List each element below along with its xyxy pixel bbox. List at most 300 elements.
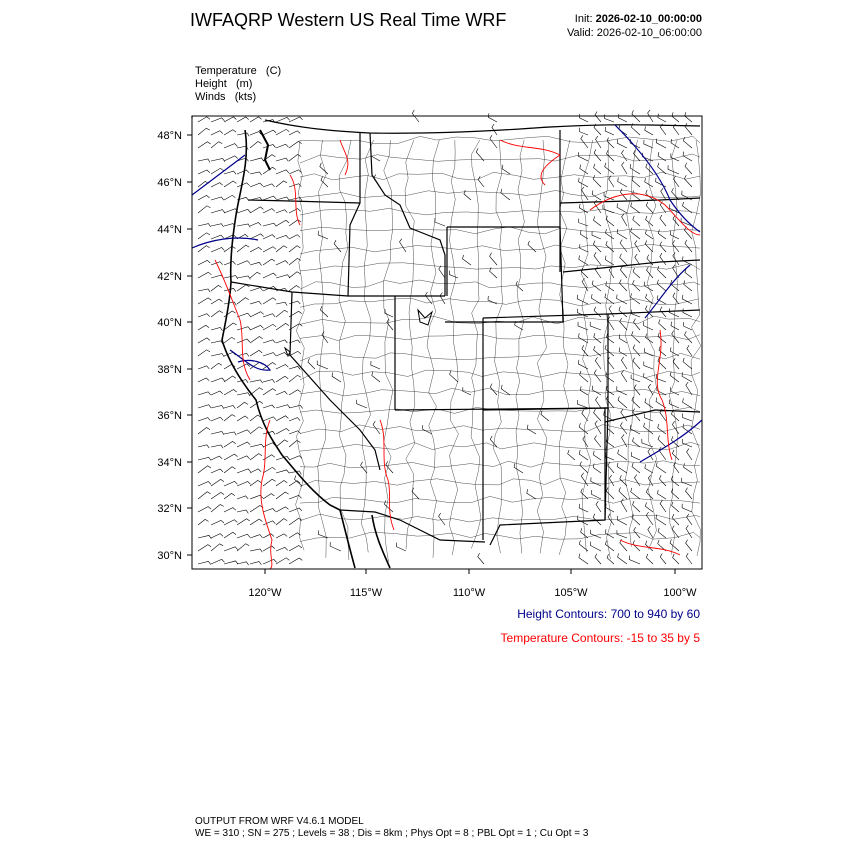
wind-barb — [671, 488, 679, 499]
wind-barb — [646, 489, 653, 499]
wind-barb — [211, 534, 223, 538]
wind-barb — [644, 414, 653, 421]
wind-barb — [224, 406, 235, 409]
wind-barb — [646, 202, 653, 213]
wind-barb — [580, 165, 588, 174]
county-line — [516, 140, 524, 553]
lat-label: 30°N — [157, 550, 182, 562]
wind-barb — [250, 132, 261, 135]
wind-barb — [211, 158, 225, 161]
county-line — [300, 425, 700, 434]
lon-axis — [265, 569, 675, 574]
wind-barb — [622, 214, 627, 226]
wind-barb — [633, 501, 641, 512]
wind-barb — [606, 488, 614, 500]
wind-barb — [263, 235, 275, 239]
wind-barb — [198, 366, 209, 369]
wind-barb — [276, 492, 289, 499]
wind-barb — [276, 323, 289, 330]
wind-barb — [263, 509, 276, 513]
wind-barb — [263, 363, 276, 370]
wind-barb — [276, 246, 287, 252]
wind-barb — [634, 319, 641, 330]
wind-barb — [237, 209, 250, 213]
wind-barb — [591, 477, 601, 486]
wind-barb — [645, 241, 653, 253]
temperature-contour — [290, 175, 300, 225]
wind-barb — [606, 216, 614, 226]
lon-label: 100°W — [663, 587, 697, 599]
wind-barb — [606, 241, 614, 252]
wind-barb — [435, 218, 445, 226]
state-boundaries — [192, 116, 700, 545]
county-line — [300, 353, 700, 361]
wind-barb — [237, 402, 248, 408]
wind-barb — [630, 425, 640, 434]
wind-barb — [250, 117, 262, 122]
wind-barb — [620, 422, 627, 434]
wind-barb — [605, 127, 614, 135]
wind-barb — [237, 562, 249, 565]
wind-barb — [607, 138, 614, 149]
wind-barb — [577, 295, 588, 304]
county-line — [300, 298, 699, 307]
wind-barb — [211, 391, 223, 395]
wind-barb — [289, 235, 300, 239]
wind-barb — [622, 162, 627, 174]
wind-barb — [642, 439, 653, 447]
wind-barb — [276, 534, 287, 538]
wind-barb — [622, 150, 628, 161]
wind-barb — [198, 272, 211, 278]
wind-barb — [609, 475, 614, 486]
wind-barb — [658, 230, 666, 240]
wind-barb — [276, 429, 289, 435]
wind-barb — [237, 117, 249, 122]
wind-barbs — [198, 110, 692, 565]
wind-barb — [289, 558, 302, 564]
wind-barb — [658, 528, 666, 538]
wind-barb — [617, 463, 627, 473]
wind-barb — [308, 358, 315, 369]
wind-barb — [211, 235, 224, 239]
wind-barb — [386, 461, 393, 473]
lat-label: 38°N — [157, 364, 182, 376]
wind-barb — [211, 183, 223, 187]
wind-barb — [619, 114, 628, 122]
wind-barb — [594, 370, 601, 382]
wind-barb — [633, 358, 640, 369]
wind-barb — [289, 390, 301, 395]
wind-barb — [250, 337, 263, 344]
wind-barb — [596, 397, 602, 408]
wind-barb — [422, 425, 432, 434]
wind-barb — [541, 411, 549, 421]
county-line — [361, 140, 373, 552]
wind-barb — [621, 357, 627, 369]
puget-sound — [260, 130, 270, 170]
lon-label: 115°W — [349, 587, 383, 599]
wind-barb — [198, 159, 210, 162]
county-line — [300, 280, 700, 289]
wind-barb — [224, 432, 236, 435]
wind-barb — [656, 462, 666, 473]
wind-barb — [660, 554, 666, 565]
wind-barb — [581, 489, 588, 500]
wind-barb — [198, 561, 211, 564]
wind-barb — [211, 492, 224, 499]
wind-barb — [490, 135, 497, 148]
wind-barb — [619, 348, 627, 357]
wind-barb — [646, 512, 653, 525]
wind-barb — [687, 345, 692, 356]
wind-barb — [289, 546, 302, 552]
wind-barb — [617, 139, 627, 148]
wind-barb — [683, 398, 692, 408]
wind-barb — [250, 469, 261, 473]
wind-barb — [657, 280, 666, 291]
wind-barb — [289, 405, 303, 408]
wind-barb — [683, 309, 692, 318]
ok-tx-boundary — [605, 410, 700, 422]
wind-barb — [630, 164, 640, 174]
wind-barb — [250, 223, 261, 227]
county-line — [300, 334, 700, 340]
wind-barb — [237, 183, 250, 187]
wind-barb — [263, 380, 275, 383]
wind-barb — [276, 416, 288, 421]
wind-barb — [263, 443, 275, 447]
wind-barb — [620, 280, 628, 292]
valid-label: Valid: — [567, 27, 594, 39]
co-ks-boundary — [483, 314, 608, 410]
wind-barb — [527, 489, 536, 499]
wind-barb — [237, 496, 248, 499]
wind-barb — [673, 554, 679, 564]
wind-barb — [211, 118, 224, 122]
wind-barb — [198, 206, 210, 213]
wind-barb — [683, 202, 693, 213]
wind-barb — [198, 195, 210, 200]
wind-barb — [289, 375, 301, 382]
wind-barb — [620, 318, 627, 330]
wind-barb — [198, 445, 209, 448]
wind-barb — [276, 547, 288, 551]
wind-barb — [276, 310, 288, 317]
wind-barb — [592, 386, 601, 395]
wind-barb — [671, 476, 679, 486]
wind-barb — [595, 554, 601, 564]
temperature-contour — [500, 140, 560, 185]
wind-barb — [578, 516, 589, 526]
wind-barb — [619, 487, 627, 499]
wind-barb — [276, 144, 288, 148]
wind-barb — [211, 406, 224, 409]
wind-barb — [685, 269, 692, 278]
wind-barb — [685, 163, 692, 174]
az-mexico-border — [340, 510, 485, 542]
wind-barb — [276, 220, 289, 226]
wind-barb — [594, 252, 601, 265]
wind-barb — [605, 163, 614, 174]
wind-barb — [224, 493, 235, 499]
wind-barb — [237, 327, 251, 330]
wind-barb — [198, 117, 210, 122]
county-line — [300, 532, 700, 541]
wind-barb — [478, 553, 484, 564]
wind-barb — [211, 432, 224, 435]
wind-barb — [198, 519, 209, 525]
wind-barb — [263, 298, 276, 304]
wind-barb — [660, 242, 666, 252]
wind-barb — [673, 253, 679, 265]
wind-barb — [658, 490, 667, 499]
wind-barb — [682, 439, 692, 447]
wind-barb — [198, 289, 210, 292]
wind-barb — [237, 510, 248, 513]
wind-barb — [224, 246, 235, 252]
wind-barb — [644, 322, 654, 330]
wind-barb — [609, 176, 614, 187]
lat-label: 44°N — [157, 224, 182, 236]
wind-barb — [211, 142, 222, 148]
wind-barb — [198, 314, 210, 317]
wind-barb — [224, 532, 236, 538]
wind-barb — [250, 415, 261, 421]
wind-barb — [198, 428, 210, 435]
wind-barb — [580, 114, 589, 122]
county-line — [449, 140, 458, 555]
wind-barb — [591, 490, 601, 499]
wind-barb — [289, 508, 302, 512]
wind-barb — [633, 345, 640, 356]
wind-barb — [578, 360, 588, 369]
wind-barb — [632, 463, 640, 473]
wind-barb — [198, 466, 211, 473]
temperature-contour — [620, 540, 680, 555]
county-line — [537, 140, 547, 553]
wind-barb — [373, 421, 380, 434]
wind-barb — [224, 376, 236, 382]
wind-barb — [198, 350, 210, 356]
wind-barb — [633, 216, 640, 226]
wind-barb — [660, 500, 666, 512]
county-line — [493, 140, 502, 553]
wind-barb — [224, 144, 237, 148]
lat-label: 32°N — [157, 503, 182, 515]
wind-barb — [594, 333, 601, 343]
wind-barb — [580, 230, 588, 239]
wind-barb — [646, 541, 654, 551]
wind-barb — [596, 501, 601, 512]
wind-barb — [211, 224, 224, 227]
wind-barb — [595, 421, 601, 434]
wind-barb — [198, 545, 211, 551]
wind-barb — [263, 340, 275, 343]
wind-barb — [672, 112, 679, 122]
wind-barb — [263, 196, 276, 200]
wind-barb — [263, 130, 276, 135]
wind-barb — [595, 112, 601, 123]
wind-barb — [224, 547, 238, 551]
wind-barb — [412, 488, 419, 499]
wind-barb — [617, 516, 627, 525]
wind-barb — [318, 231, 328, 239]
wind-barb — [224, 415, 235, 421]
wind-barb — [276, 391, 287, 395]
wind-barb — [276, 558, 289, 564]
wind-barb — [683, 358, 692, 369]
wind-barb — [250, 172, 262, 175]
wind-barb — [250, 427, 263, 434]
wind-barb — [672, 514, 679, 525]
wind-barb — [198, 492, 211, 499]
lat-label: 42°N — [157, 271, 182, 283]
wind-barb — [276, 210, 287, 213]
wind-barb — [631, 452, 640, 460]
wind-barb — [250, 312, 264, 317]
wind-barb — [276, 405, 290, 408]
wind-barb — [619, 307, 627, 318]
county-line — [383, 140, 393, 562]
wind-barb — [224, 520, 237, 525]
wind-barb — [237, 482, 251, 487]
gulf-of-california — [372, 515, 390, 568]
wind-barb — [263, 223, 276, 226]
wind-barb — [211, 445, 223, 448]
wind-barb — [618, 450, 627, 460]
wind-barb — [224, 481, 237, 486]
wind-barb — [440, 293, 445, 305]
wind-barb — [224, 467, 236, 473]
wind-barb — [250, 454, 262, 460]
wind-barb — [687, 514, 692, 525]
wind-barb — [605, 541, 614, 551]
wind-barb — [198, 482, 211, 487]
wind-barb — [635, 475, 641, 487]
wind-barb — [276, 302, 287, 305]
wind-barb — [644, 282, 653, 291]
wind-barb — [648, 526, 653, 538]
lat-label: 36°N — [157, 410, 182, 422]
county-line — [300, 370, 700, 380]
county-line — [300, 478, 700, 486]
wind-barb — [289, 456, 302, 460]
wind-barb — [658, 266, 667, 278]
temperature-contour — [380, 420, 394, 530]
wind-barb — [608, 462, 614, 473]
wind-barb — [632, 176, 640, 187]
wind-barb — [224, 156, 238, 161]
wind-barb — [198, 535, 211, 538]
wind-barb — [289, 246, 300, 252]
init-value: 2026-02-10_00:00:00 — [595, 13, 702, 25]
county-line — [427, 140, 439, 558]
wind-barb — [685, 240, 692, 252]
wind-barb — [580, 462, 588, 474]
wind-barb — [579, 333, 589, 343]
wind-barb — [644, 140, 653, 148]
wind-barb — [198, 457, 211, 460]
wind-barb — [476, 148, 484, 161]
wind-barb — [289, 441, 300, 448]
wind-barb — [645, 230, 653, 239]
wind-barb — [684, 281, 692, 292]
wind-barb — [224, 171, 236, 174]
wind-barb — [669, 308, 679, 317]
wind-barb — [237, 339, 250, 343]
wind-barb — [594, 409, 601, 421]
wind-barb — [211, 197, 224, 200]
wind-barb — [198, 224, 211, 227]
wind-barb — [592, 281, 601, 292]
wind-barb — [276, 158, 288, 161]
wind-barb — [490, 267, 497, 278]
wind-barb — [237, 276, 250, 279]
wind-barb — [211, 311, 223, 317]
wind-barb — [334, 240, 341, 252]
wind-barb — [224, 117, 236, 122]
county-line — [647, 140, 657, 550]
wind-barb — [263, 314, 275, 317]
lon-label: 120°W — [248, 587, 282, 599]
wind-barb — [593, 175, 601, 187]
temperature-contours-legend: Temperature Contours: -15 to 35 by 5 — [500, 631, 700, 645]
wind-barb — [590, 542, 601, 552]
valid-value: 2026-02-10_06:00:00 — [596, 27, 702, 39]
wind-barb — [439, 266, 445, 278]
wind-barb — [250, 234, 264, 239]
wind-barb — [686, 488, 693, 499]
wind-barb — [289, 117, 303, 122]
county-line — [300, 496, 700, 503]
wind-barb — [686, 540, 692, 551]
wind-barb — [439, 513, 445, 525]
wind-barb — [617, 203, 627, 213]
wind-barb — [686, 553, 692, 564]
wind-barb — [276, 117, 290, 122]
wind-barb — [237, 364, 250, 369]
wind-barb — [263, 145, 276, 149]
wind-barb — [645, 464, 653, 473]
wind-barb — [686, 525, 692, 538]
height-contours-legend: Height Contours: 700 to 940 by 60 — [517, 607, 700, 621]
wind-barb — [250, 519, 262, 525]
county-line — [691, 140, 701, 556]
lat-label: 46°N — [157, 177, 182, 189]
wind-barb — [289, 418, 300, 421]
wind-barb — [263, 353, 276, 356]
nm-boundary — [490, 408, 608, 545]
wind-barb — [606, 229, 615, 239]
wind-barb — [289, 272, 301, 278]
wind-barb — [198, 260, 210, 265]
wind-barb — [224, 181, 236, 187]
wind-barb — [289, 209, 301, 213]
wind-barb — [276, 261, 288, 265]
wind-barb — [332, 372, 341, 382]
wind-barb — [594, 346, 601, 356]
wind-barb — [581, 473, 588, 486]
wind-barb — [670, 539, 679, 551]
height-contour — [230, 350, 270, 370]
wind-barb — [237, 416, 248, 421]
wind-barb — [263, 273, 276, 278]
wind-barb — [276, 507, 289, 512]
wa-or-boundary — [248, 200, 360, 203]
field-height: Height (m) — [195, 78, 253, 90]
wind-barb — [211, 285, 222, 291]
